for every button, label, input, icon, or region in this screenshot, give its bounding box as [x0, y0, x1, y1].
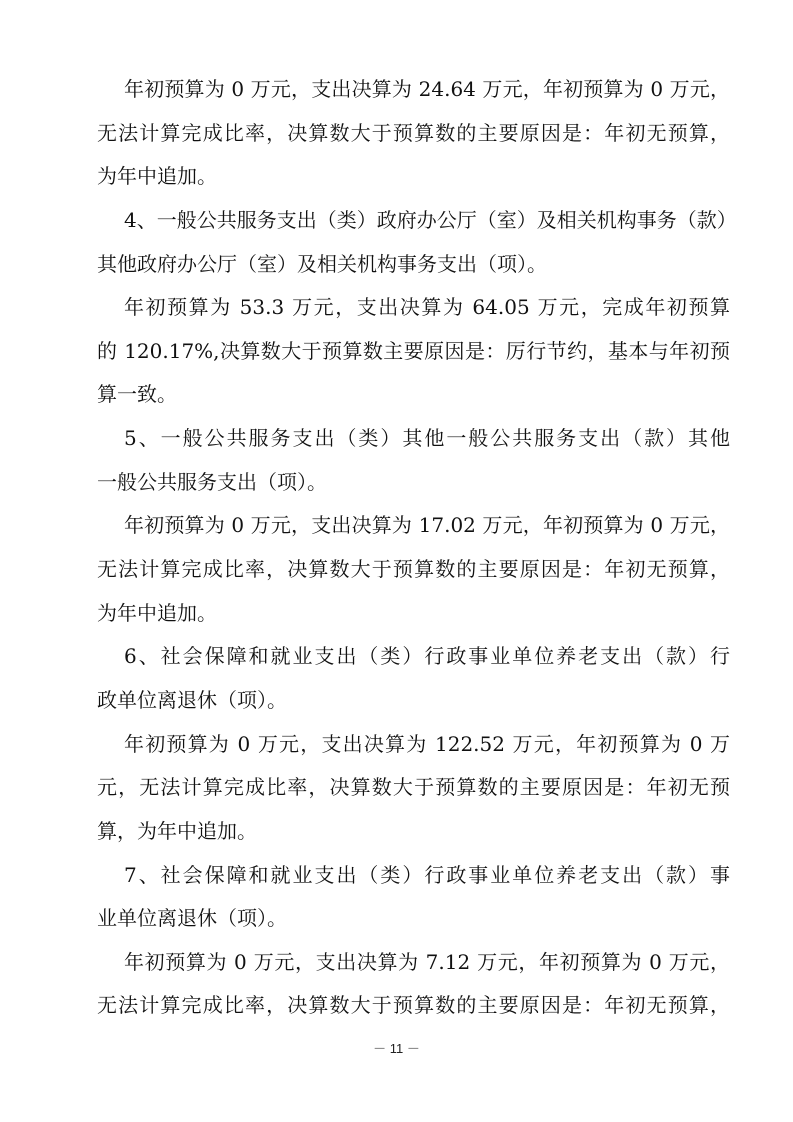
section-heading-6: 6、社会保障和就业支出（类）行政事业单位养老支出（款）行 [124, 644, 730, 669]
paragraph-line: 年初预算为 0 万元，支出决算为 17.02 万元，年初预算为 0 万元， [124, 513, 730, 538]
paragraph-line: 元，无法计算完成比率，决算数大于预算数的主要原因是：年初无预 [97, 775, 730, 800]
paragraph-line: 年初预算为 0 万元，支出决算为 7.12 万元，年初预算为 0 万元， [124, 949, 730, 974]
paragraph-line: 无法计算完成比率，决算数大于预算数的主要原因是：年初无预算， [97, 120, 730, 145]
section-heading-6: 政单位离退休（项）。 [97, 687, 287, 712]
section-heading-7: 7、社会保障和就业支出（类）行政事业单位养老支出（款）事 [124, 862, 730, 887]
page-number: － 11 － [373, 1041, 420, 1056]
section-heading-5: 一般公共服务支出（项）。 [97, 469, 327, 494]
paragraph-line: 算一致。 [97, 382, 177, 407]
paragraph-line: 年初预算为 0 万元，支出决算为 122.52 万元，年初预算为 0 万 [124, 731, 730, 756]
paragraph-line: 无法计算完成比率，决算数大于预算数的主要原因是：年初无预算， [97, 993, 730, 1018]
paragraph-line: 的 120.17%,决算数大于预算数主要原因是：厉行节约，基本与年初预 [97, 338, 730, 363]
section-heading-7: 业单位离退休（项）。 [97, 906, 287, 931]
section-heading-4: 4、一般公共服务支出（类）政府办公厅（室）及相关机构事务（款） [124, 207, 737, 232]
paragraph-line: 为年中追加。 [97, 600, 217, 625]
section-heading-5: 5、一般公共服务支出（类）其他一般公共服务支出（款）其他 [124, 426, 730, 451]
paragraph-line: 无法计算完成比率，决算数大于预算数的主要原因是：年初无预算， [97, 557, 730, 582]
paragraph-line: 为年中追加。 [97, 164, 217, 189]
paragraph-line: 年初预算为 53.3 万元，支出决算为 64.05 万元，完成年初预算 [124, 295, 730, 320]
section-heading-4: 其他政府办公厅（室）及相关机构事务支出（项）。 [97, 251, 547, 276]
paragraph-line: 年初预算为 0 万元，支出决算为 24.64 万元，年初预算为 0 万元， [124, 77, 730, 101]
document-body [97, 72, 737, 1032]
paragraph-line: 算，为年中追加。 [97, 818, 257, 843]
